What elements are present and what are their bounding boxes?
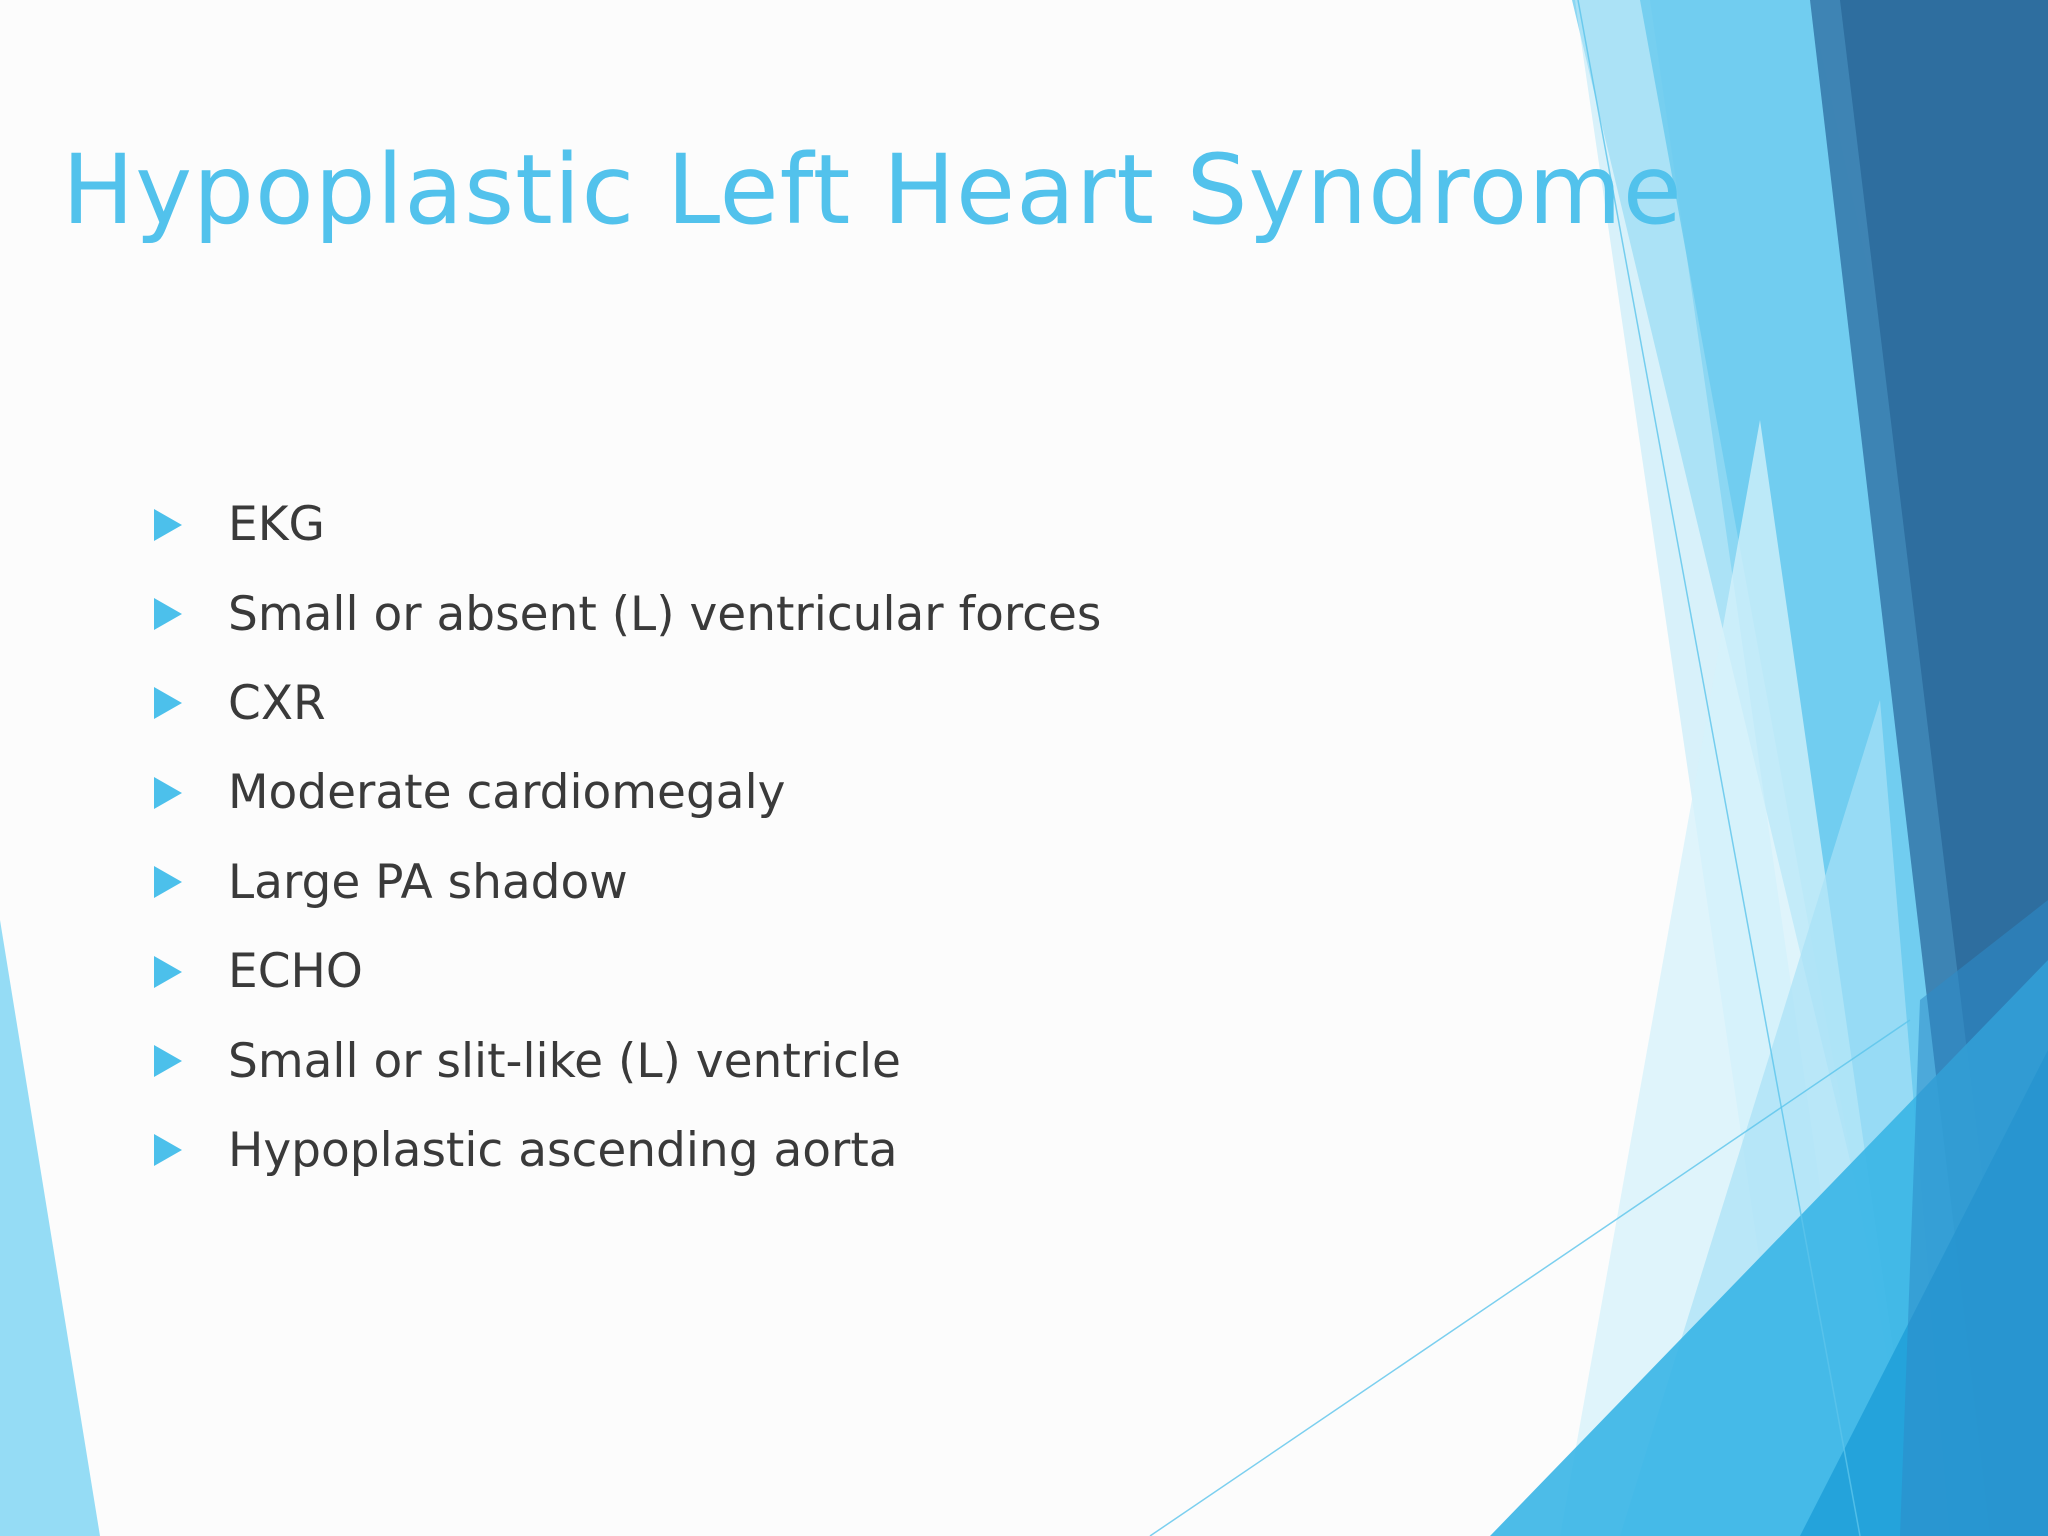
right-triangle-bullet-icon <box>154 866 182 898</box>
right-triangle-bullet-icon <box>154 1134 182 1166</box>
right-triangle-bullet-icon <box>154 687 182 719</box>
bullet-text: ECHO <box>228 944 363 1000</box>
bullet-text: CXR <box>228 675 326 731</box>
bullet-text: Moderate cardiomegaly <box>228 765 786 821</box>
bullet-text: EKG <box>228 497 325 553</box>
right-triangle-bullet-icon <box>154 1045 182 1077</box>
bullet-text: Large PA shadow <box>228 854 628 910</box>
right-triangle-bullet-icon <box>154 509 182 541</box>
bullet-text: Small or absent (L) ventricular forces <box>228 586 1102 642</box>
right-triangle-bullet-icon <box>154 598 182 630</box>
bullet-text: Hypoplastic ascending aorta <box>228 1122 898 1178</box>
right-triangle-bullet-icon <box>154 777 182 809</box>
bullet-text: Small or slit-like (L) ventricle <box>228 1033 901 1089</box>
right-triangle-bullet-icon <box>154 956 182 988</box>
slide-title: Hypoplastic Left Heart Syndrome <box>62 134 1683 246</box>
